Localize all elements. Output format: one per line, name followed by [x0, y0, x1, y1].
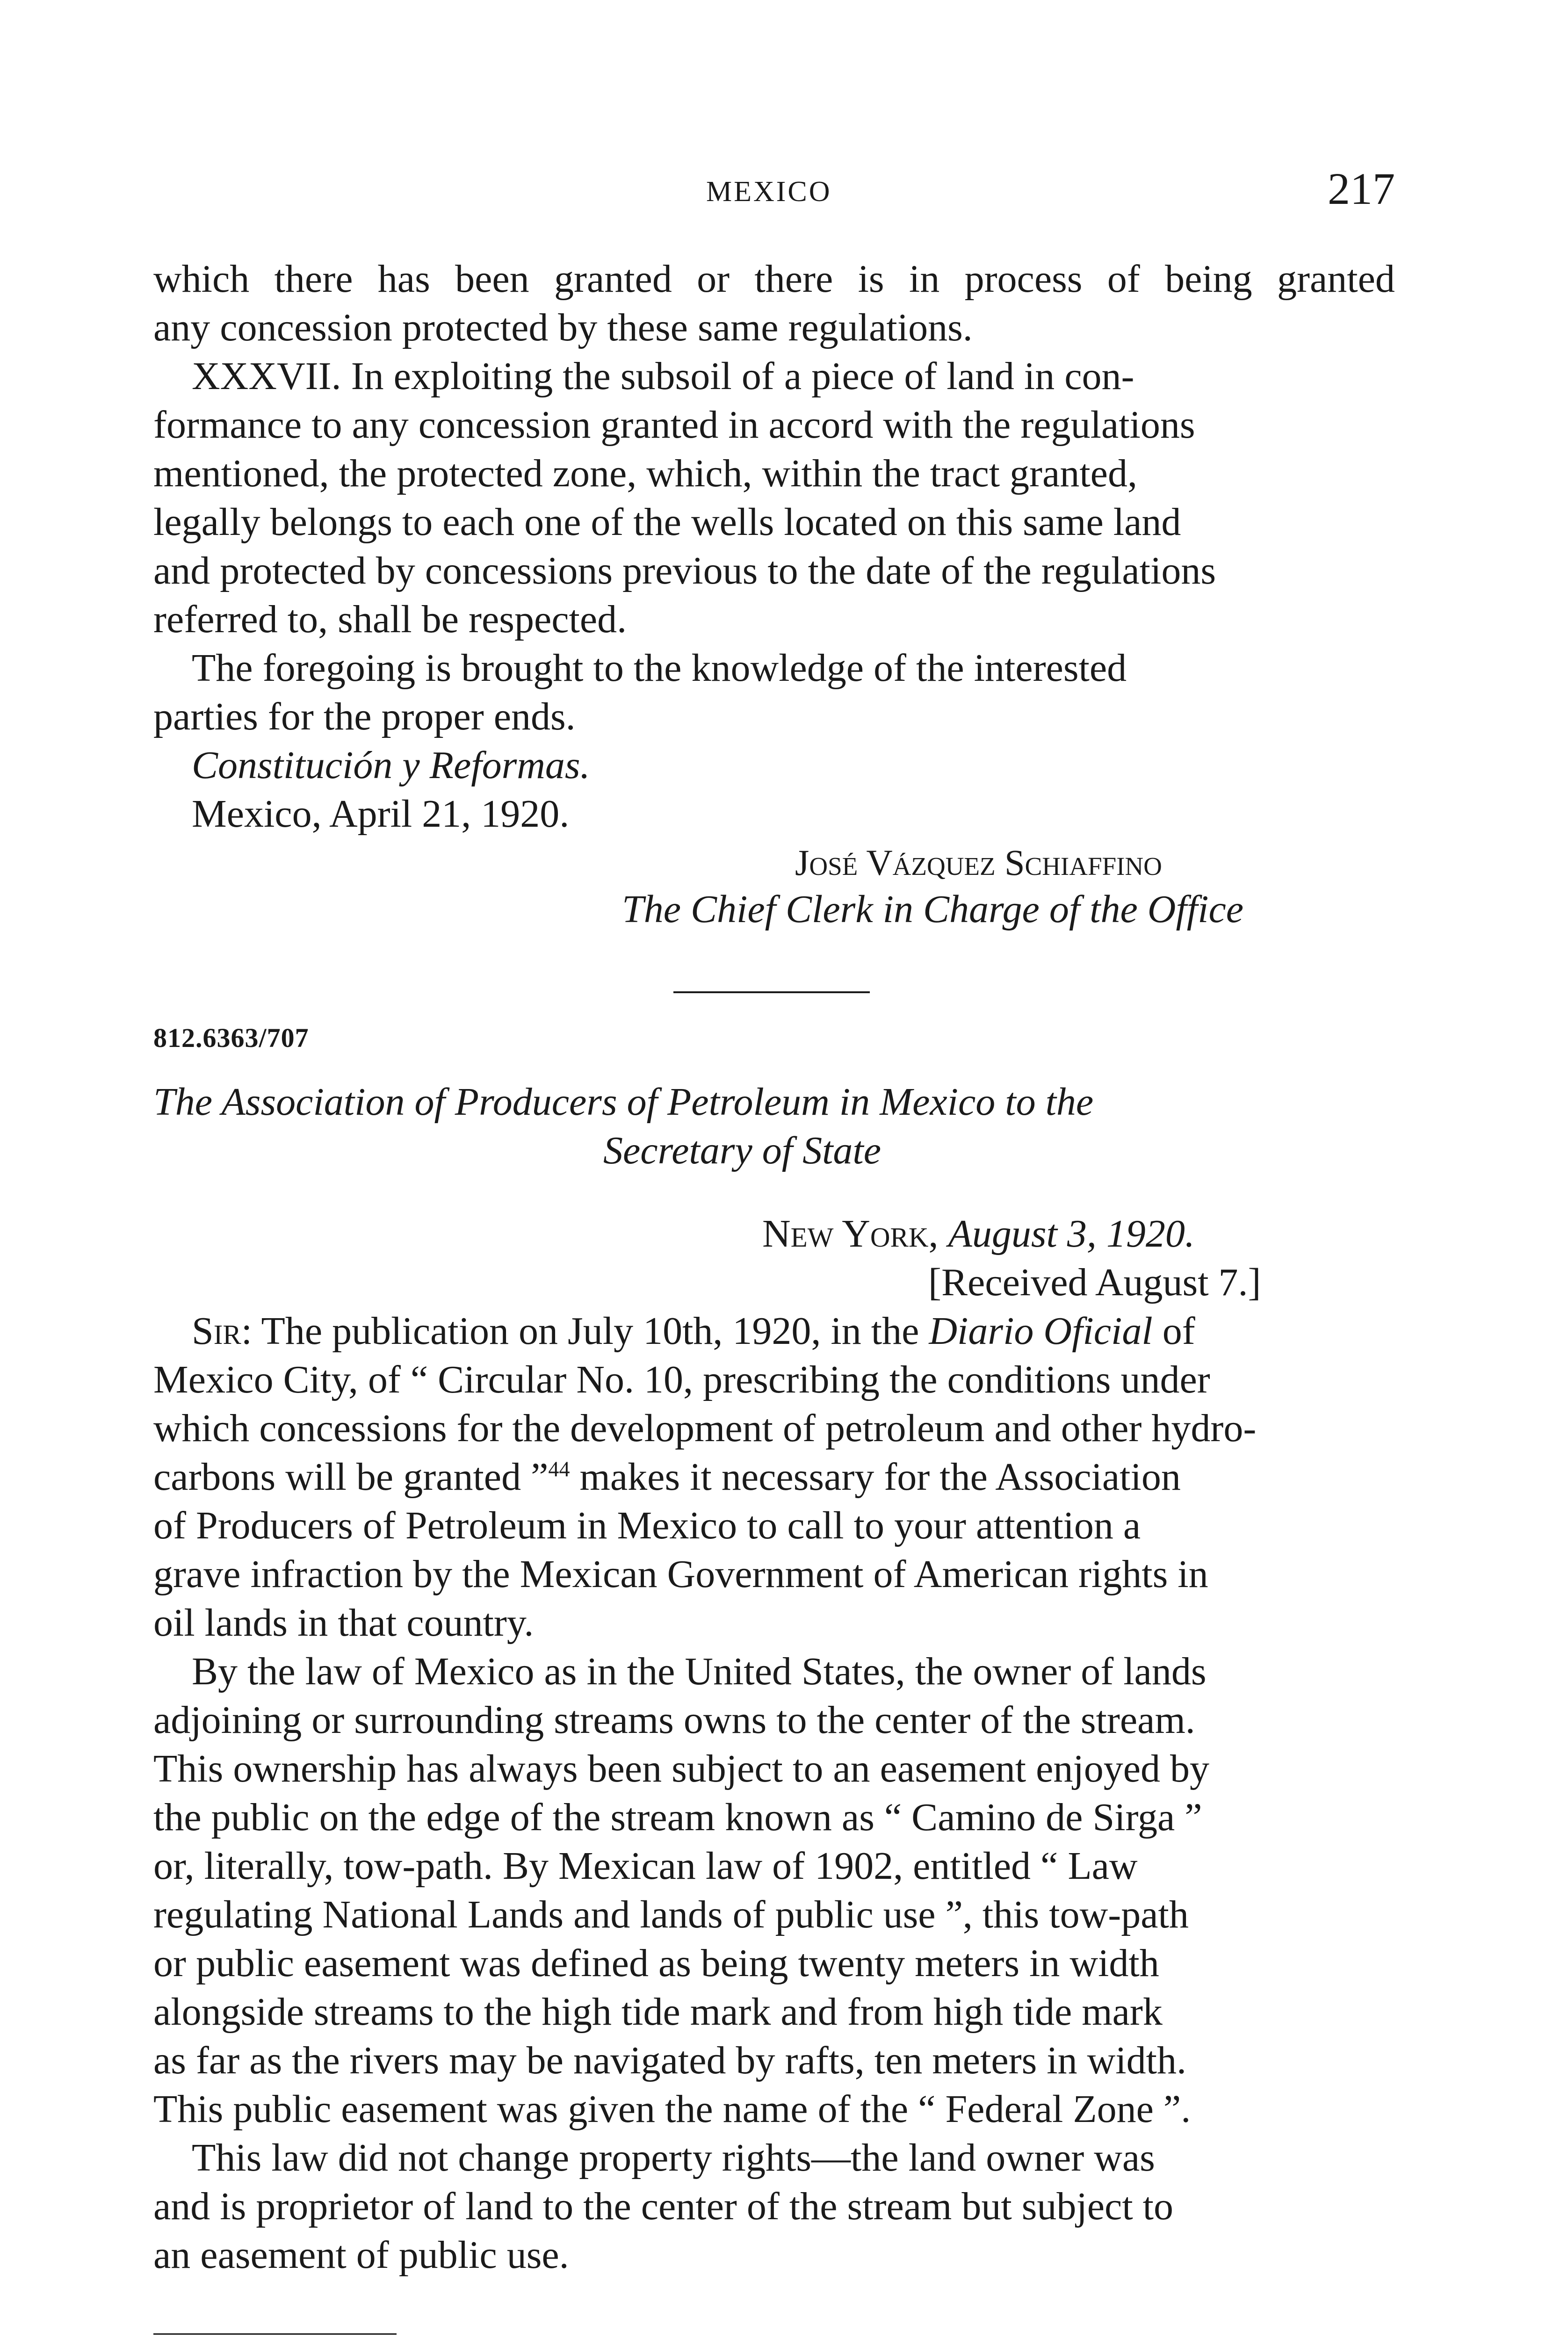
article-xxxvii-line-2: formance to any concession granted in accord with the regulations [153, 403, 1195, 447]
letter-para1-line-6: grave infraction by the Mexican Government of American rights in [153, 1552, 1208, 1596]
running-head: MEXICO [706, 176, 832, 208]
received-note: [Received August 7.] [928, 1261, 1261, 1304]
letter-para3-line-2: and is proprietor of land to the center of the stream but subject to [153, 2185, 1174, 2228]
letter-para2-line-8: alongside streams to the high tide mark and from high tide mark [153, 1990, 1163, 2034]
article-xxxvii-line-4: legally belongs to each one of the wells located on this same land [153, 500, 1181, 544]
letter-para3-line-1: This law did not change property rights—the land owner was [192, 2136, 1155, 2179]
para1-text-b: of [1152, 1309, 1195, 1353]
diario-oficial: Diario Oficial [929, 1309, 1153, 1353]
dateline-place: New York, [762, 1212, 939, 1256]
letter-para1-line-7: oil lands in that country. [153, 1601, 534, 1645]
continuation-line-1: which there has been granted or there is in process of being granted [153, 257, 1395, 301]
article-xxxvii-line-5: and protected by concessions previous to the date of the regulations [153, 549, 1216, 592]
letter-para1-line-4 [153, 1453, 1181, 1501]
para1-line4-a: carbons will be granted ” [153, 1455, 549, 1499]
file-number: 812.6363/707 [153, 1023, 309, 1053]
article-xxxvii-line-3: mentioned, the protected zone, which, within the tract granted, [153, 452, 1137, 495]
letter-para2-line-3: This ownership has always been subject to an easement enjoyed by [153, 1747, 1210, 1790]
motto: Constitución y Reformas. [192, 743, 590, 787]
document-title-line-1: The Association of Producers of Petroleum in Mexico to the [153, 1080, 1094, 1124]
para1-line4-b: makes it necessary for the Association [570, 1455, 1181, 1499]
letter-para2-line-4: the public on the edge of the stream known as “ Camino de Sirga ” [153, 1796, 1202, 1839]
dateline-new-york [762, 1210, 1195, 1258]
letter-para1-line-1 [192, 1307, 1195, 1356]
letter-para2-line-9: as far as the rivers may be navigated by rafts, ten meters in width. [153, 2039, 1186, 2082]
letter-para2-line-10: This public easement was given the name of the “ Federal Zone ”. [153, 2087, 1191, 2131]
footnote-rule [153, 2333, 397, 2335]
foregoing-line-1: The foregoing is brought to the knowledge of the interested [192, 646, 1127, 690]
letter-para1-line-3: which concessions for the development of petroleum and other hydro- [153, 1407, 1257, 1450]
letter-para2-line-1: By the law of Mexico as in the United States, the owner of lands [192, 1650, 1207, 1693]
signature-title: The Chief Clerk in Charge of the Office [622, 888, 1244, 931]
salutation: Sir: [192, 1309, 253, 1353]
foregoing-line-2: parties for the proper ends. [153, 695, 576, 738]
para1-text-a: The publication on July 10th, 1920, in the [252, 1309, 929, 1353]
signature-name: José Vázquez Schiaffino [795, 842, 1162, 883]
document-title-line-2: Secretary of State [603, 1129, 882, 1172]
letter-para2-line-5: or, literally, tow-path. By Mexican law of 1902, entitled “ Law [153, 1844, 1138, 1888]
article-xxxvii-line-1: XXXVII. In exploiting the subsoil of a piece of land in con- [192, 354, 1134, 398]
page-number: 217 [1328, 164, 1395, 214]
dateline-mexico: Mexico, April 21, 1920. [192, 792, 570, 836]
footnote-reference: 44 [548, 1457, 570, 1481]
letter-para2-line-7: or public easement was defined as being twenty meters in width [153, 1941, 1159, 1985]
continuation-line-2: any concession protected by these same regulations. [153, 306, 973, 349]
letter-para1-line-2: Mexico City, of “ Circular No. 10, prescribing the conditions under [153, 1358, 1210, 1401]
letter-para2-line-6: regulating National Lands and lands of public use ”, this tow-path [153, 1893, 1189, 1936]
article-xxxvii-line-6: referred to, shall be respected. [153, 598, 627, 641]
letter-para1-line-5: of Producers of Petroleum in Mexico to call to your attention a [153, 1504, 1141, 1547]
dateline-date: August 3, 1920. [948, 1212, 1195, 1256]
letter-para3-line-3: an easement of public use. [153, 2233, 569, 2277]
letter-para2-line-2: adjoining or surrounding streams owns to the center of the stream. [153, 1698, 1195, 1742]
section-separator [673, 991, 870, 993]
